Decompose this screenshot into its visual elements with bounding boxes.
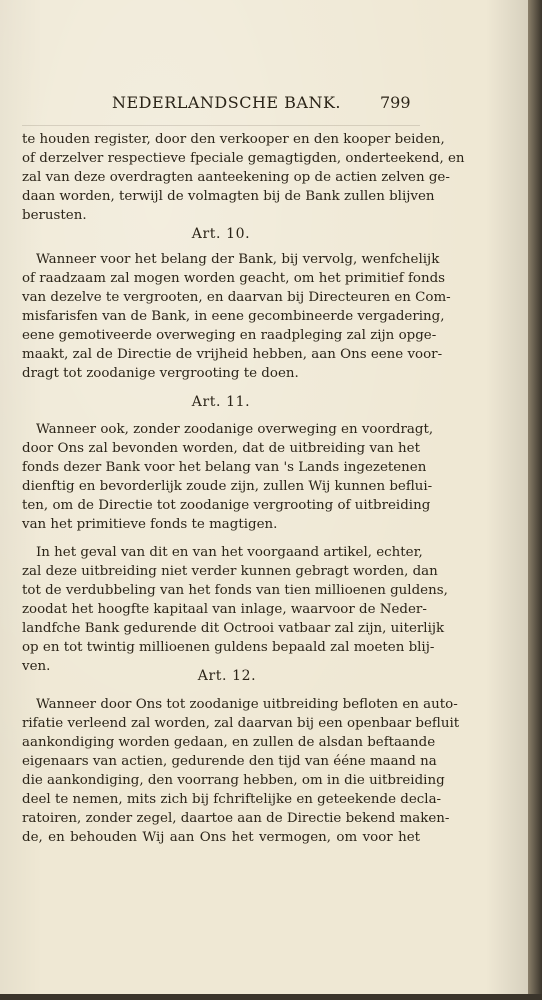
- page-number: 799: [380, 93, 411, 112]
- page-edge: [528, 0, 542, 1000]
- text-line: de, en behouden Wij aan Ons het vermogen, om voor het: [22, 830, 420, 845]
- text-line: die aankondiging, den voorrang hebben, om in die uitbreiding: [22, 773, 445, 788]
- article-heading: Art. 10.: [191, 226, 251, 242]
- text-line: zoodat het hoogfte kapitaal van inlage, waarvoor de Neder-: [22, 602, 427, 617]
- text-line: In het geval van dit en van het voorgaand artikel, echter,: [36, 545, 423, 560]
- text-line: tot de verdubbeling van het fonds van tien millioenen guldens,: [22, 583, 448, 598]
- text-line: misfarisfen van de Bank, in eene gecombineerde vergadering,: [22, 309, 445, 324]
- text-line: ven.: [22, 659, 51, 674]
- text-line: dragt tot zoodanige vergrooting te doen.: [22, 366, 299, 381]
- text-line: rifatie verleend zal worden, zal daarvan bij een openbaar befluit: [22, 716, 460, 731]
- text-line: Wanneer door Ons tot zoodanige uitbreiding befloten en auto-: [36, 697, 458, 712]
- text-line: ten, om de Directie tot zoodanige vergrooting of uitbreiding: [22, 498, 431, 513]
- text-line: te houden register, door den verkooper en den kooper beiden,: [22, 132, 445, 147]
- page-header: [0, 93, 528, 117]
- text-line: van dezelve te vergrooten, en daarvan bij Directeuren en Com-: [22, 290, 451, 305]
- text-line: daan worden, terwijl de volmagten bij de Bank zullen blijven: [22, 189, 435, 204]
- text-line: landfche Bank gedurende dit Octrooi vatbaar zal zijn, uiterlijk: [22, 621, 445, 636]
- text-line: eene gemotiveerde overweging en raadpleging zal zijn opge-: [22, 328, 437, 343]
- article-heading: Art. 11.: [191, 394, 251, 410]
- page-bottom-edge: [0, 994, 542, 1000]
- text-line: berusten.: [22, 208, 87, 223]
- text-line: ratoiren, zonder zegel, daartoe aan de Directie bekend maken-: [22, 811, 450, 826]
- text-line: aankondiging worden gedaan, en zullen de alsdan beftaande: [22, 735, 436, 750]
- text-line: dienftig en bevorderlijk zoude zijn, zullen Wij kunnen beflui-: [22, 479, 433, 494]
- text-line: Wanneer ook, zonder zoodanige overweging en voordragt,: [36, 422, 434, 437]
- text-line: deel te nemen, mits zich bij fchriftelijke en geteekende decla-: [22, 792, 442, 807]
- article-heading: Art. 12.: [197, 668, 257, 684]
- text-line: fonds dezer Bank voor het belang van 's Lands ingezetenen: [22, 460, 427, 475]
- text-line: eigenaars van actien, gedurende den tijd van ééne maand na: [22, 754, 437, 769]
- text-line: of raadzaam zal mogen worden geacht, om het primitief fonds: [22, 271, 446, 286]
- text-line: Wanneer voor het belang der Bank, bij vervolg, wenfchelijk: [36, 252, 440, 267]
- text-line: of derzelver respectieve fpeciale gemagtigden, onderteekend, en: [22, 151, 465, 166]
- text-line: maakt, zal de Directie de vrijheid hebben, aan Ons eene voor-: [22, 347, 443, 362]
- text-line: zal van deze overdragten aanteekening op de actien zelven ge-: [22, 170, 450, 185]
- text-line: op en tot twintig millioenen guldens bepaald zal moeten blij-: [22, 640, 435, 655]
- running-title: NEDERLANDSCHE BANK.: [112, 93, 342, 112]
- header-rule: [22, 125, 420, 126]
- text-line: zal deze uitbreiding niet verder kunnen gebragt worden, dan: [22, 564, 438, 579]
- text-line: door Ons zal bevonden worden, dat de uitbreiding van het: [22, 441, 420, 456]
- text-line: van het primitieve fonds te magtigen.: [22, 517, 278, 532]
